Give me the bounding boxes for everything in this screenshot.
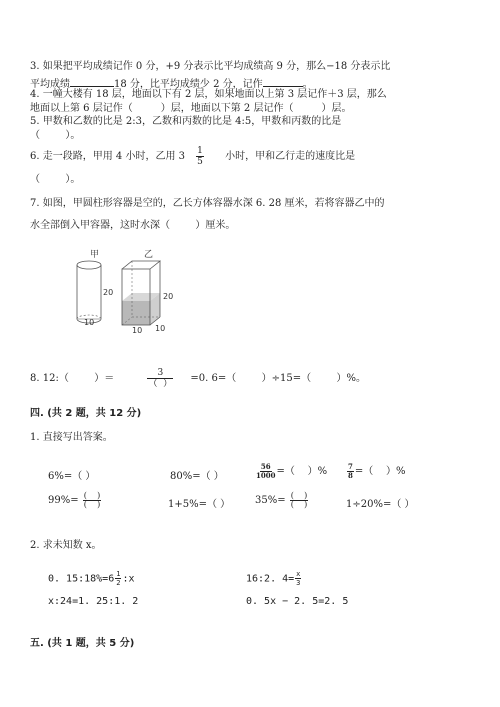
- q7-line-2: 水全部倒入甲容器，这时水深（ ）厘米。: [30, 220, 236, 231]
- q4-line-2: [30, 103, 351, 115]
- cylinder-height-label: 20: [103, 288, 114, 297]
- calc-99-den[interactable]: ( ): [83, 500, 101, 509]
- calc-7-8-num: 7: [348, 462, 353, 471]
- equation-1-a: 0. 15:18%=6: [48, 573, 115, 585]
- calc-1-plus-5-percent[interactable]: 1+5%=（ ）: [168, 499, 231, 510]
- equation-1-frac-den: 2: [116, 579, 121, 587]
- q8-line: [30, 368, 366, 389]
- q4-line-1: 4. 一幢大楼有 18 层，地面以下有 2 层，如果地面以上第 3 层记作＋3 层，那么: [30, 89, 387, 100]
- q3-text-a: 平均成绩: [30, 79, 70, 90]
- q3-answer-blank-1[interactable]: [70, 76, 114, 87]
- box-height-label: 20: [163, 292, 174, 301]
- q3-line-1: 3. 如果把平均成绩记作 0 分，+9 分表示比平均成绩高 9 分，那么−18 分表示比: [30, 61, 391, 72]
- q7-line-1: 7. 如图，甲圆柱形容器是空的，乙长方体容器水深 6. 28 厘米，若将容器乙中的: [30, 198, 385, 209]
- calc-56-den: 1000: [256, 471, 276, 480]
- calc-7-over-8[interactable]: [346, 462, 405, 480]
- equation-1: [48, 570, 135, 587]
- equation-1-fraction: [115, 570, 121, 587]
- calc-7-8-rest: =（ ）%: [354, 466, 406, 477]
- q3-answer-blank-2[interactable]: [263, 76, 303, 87]
- section-4-sub2: 2. 求未知数 x。: [30, 540, 102, 551]
- q3-text-b: 18 分，比平均成绩少 2 分，记作: [114, 79, 263, 90]
- q8-fraction[interactable]: [147, 368, 173, 389]
- calc-1-div-20-percent[interactable]: 1÷20%=（ ）: [346, 499, 415, 510]
- calc-35-den[interactable]: ( ): [290, 500, 308, 509]
- q5-line-1: 5. 甲数和乙数的比是 2:3，乙数和丙数的比是 4:5，甲数和丙数的比是: [30, 116, 342, 127]
- q8-frac-num: 3: [147, 368, 173, 379]
- calc-7-8-fraction: [347, 463, 354, 480]
- equation-2-fraction: [295, 570, 301, 587]
- section-5-title: 五. (共 1 题，共 5 分): [30, 638, 135, 649]
- box-depth-label: 10: [155, 324, 166, 333]
- calc-35-pre: 35%=: [255, 495, 286, 506]
- q8-text-a: 8. 12:（ ）＝: [30, 373, 115, 384]
- calc-35-percent[interactable]: [255, 492, 309, 509]
- equation-4: 0. 5x − 2. 5=2. 5: [246, 596, 349, 607]
- calc-6-percent[interactable]: 6%=（ ）: [48, 471, 96, 482]
- calc-99-percent[interactable]: [48, 492, 102, 509]
- equation-2-frac-num: x: [296, 570, 301, 578]
- q6-text-b: 小时，甲和乙行走的速度比是: [225, 151, 356, 162]
- q6-fraction: [196, 146, 204, 167]
- cylinder-label: 甲: [90, 250, 100, 260]
- equation-2: [246, 570, 302, 587]
- q8-text-b: =0. 6=（ ）÷15=（ ）%。: [190, 373, 367, 384]
- q6-text-a: 6. 走一段路，甲用 4 小时，乙用 3: [30, 151, 185, 162]
- calc-99-fraction[interactable]: [83, 492, 101, 509]
- section-4-sub1: 1. 直接写出答案。: [30, 432, 113, 443]
- calc-99-pre: 99%=: [48, 495, 79, 506]
- calc-56-rest: =（ ）%: [276, 466, 328, 477]
- calc-56-fraction: [256, 463, 275, 480]
- equation-3: x:24=1. 25:1. 2: [48, 596, 139, 607]
- calc-56-over-1000[interactable]: [255, 462, 327, 480]
- calc-99-num[interactable]: ( ): [83, 491, 101, 500]
- q4-text-c: ）层。: [321, 103, 352, 114]
- calc-7-8-den: 8: [348, 471, 353, 480]
- q6-answer-line[interactable]: （ ）。: [30, 174, 81, 185]
- cylinder-top: [77, 261, 101, 269]
- equation-1-b: :x: [122, 573, 135, 585]
- box-label: 乙: [144, 250, 154, 260]
- q6-line-1: [30, 146, 355, 167]
- q8-frac-den[interactable]: （ ）: [148, 379, 173, 389]
- q6-frac-den: 5: [197, 157, 203, 167]
- calc-80-percent[interactable]: 80%=（ ）: [170, 471, 224, 482]
- equation-2-a: 16:2. 4=: [246, 573, 295, 585]
- section-4-title: 四. (共 2 题，共 12 分): [30, 408, 142, 419]
- q3-text-c: 。: [302, 79, 313, 90]
- calc-35-num[interactable]: ( ): [290, 491, 308, 500]
- q7-figure: [60, 245, 180, 335]
- equation-2-frac-den: 3: [296, 579, 301, 587]
- q4-text-a: 地面以上第 6 层记作（: [30, 103, 133, 114]
- cylinder-diameter-label: 10: [84, 318, 95, 327]
- q6-frac-num: 1: [197, 146, 203, 156]
- box-width-label: 10: [132, 326, 143, 335]
- q4-text-b: ）层，地面以下第 2 层记作（: [160, 103, 294, 114]
- equation-1-frac-num: 1: [116, 570, 121, 578]
- calc-35-fraction[interactable]: [290, 492, 308, 509]
- q5-answer-line[interactable]: （ ）。: [30, 130, 81, 141]
- calc-56-num: 56: [260, 462, 271, 471]
